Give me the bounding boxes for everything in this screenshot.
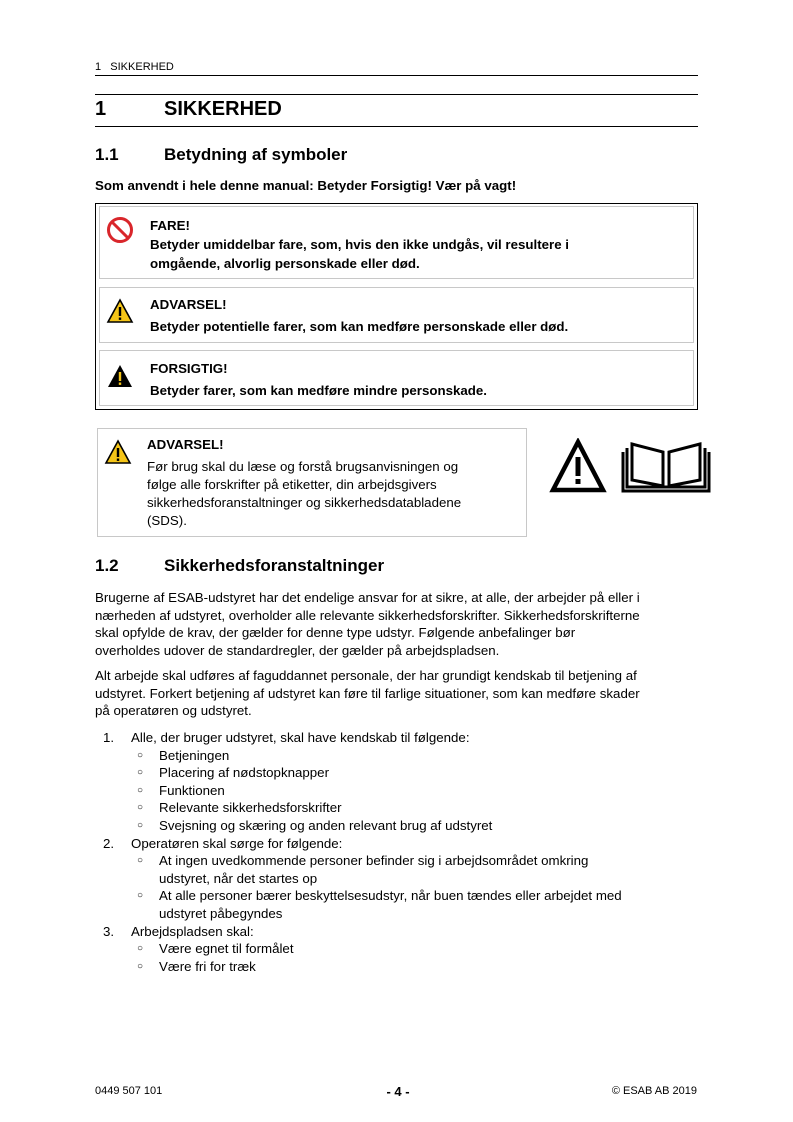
paragraph-line: skal opfylde de krav, der gælder for denne type udstyr. Følgende anbefalinger bør [95, 625, 576, 641]
caution-black-icon [106, 363, 134, 389]
sub-list-text: Svejsning og skæring og anden relevant brug af udstyret [159, 817, 493, 833]
chapter-title: SIKKERHED [164, 98, 282, 120]
symbol-text: Betyder umiddelbar fare, som, hvis den ikke undgås, vil resultere i [150, 237, 569, 252]
document-number: 0449 507 101 [95, 1085, 163, 1097]
hazard-triangle-icon [549, 438, 607, 494]
bullet-icon: ○ [137, 784, 144, 796]
numbered-list [95, 729, 622, 975]
symbol-title: FORSIGTIG! [150, 361, 228, 376]
read-manual-book-icon [619, 438, 713, 494]
sub-list-text: udstyret, når det startes op [159, 870, 318, 886]
symbol-text: Betyder farer, som kan medføre mindre personskade. [150, 383, 487, 398]
section-number: 1.2 [95, 556, 119, 575]
list-item [95, 835, 622, 853]
sub-list-item [95, 764, 622, 782]
bullet-icon: ○ [137, 855, 144, 867]
paragraph-line: nærheden af udstyret, overholder alle relevante sikkerhedsforskrifter. Sikkerhedsforskrifterne [95, 607, 640, 623]
section-title: Betydning af symboler [164, 145, 348, 164]
sub-list-text: Placering af nødstopknapper [159, 765, 330, 781]
section-number: 1.1 [95, 145, 119, 164]
list-number: 3. [103, 923, 115, 939]
symbols-box [95, 203, 698, 410]
copyright: © ESAB AB 2019 [611, 1085, 697, 1097]
sub-list-item [95, 817, 622, 835]
list-item-text: Arbejdspladsen skal: [131, 923, 254, 939]
sub-list-item [95, 799, 622, 817]
sub-list-text: Funktionen [159, 782, 225, 798]
header-rule [95, 75, 698, 76]
chapter-rule-top [95, 94, 698, 95]
read-manual-warning [97, 428, 527, 537]
sub-list-text: Være fri for træk [159, 958, 256, 974]
paragraph-line: på operatøren og udstyret. [95, 703, 252, 719]
symbol-title: ADVARSEL! [150, 297, 227, 312]
sub-list-item [95, 782, 622, 800]
symbol-danger [99, 206, 694, 279]
prohibition-icon [106, 216, 134, 244]
warning-text: sikkerhedsforanstaltninger og sikkerhedsdatabladene [147, 495, 462, 510]
warning-text: Før brug skal du læse og forstå brugsanvisningen og [147, 459, 459, 474]
running-header: 1 SIKKERHED [95, 61, 174, 73]
warning-yellow-icon [106, 298, 134, 324]
paragraph-line: Alt arbejde skal udføres af faguddannet personale, der har grundigt kendskab til betjening af [95, 668, 637, 683]
section-title: Sikkerhedsforanstaltninger [164, 556, 385, 575]
bullet-icon: ○ [137, 960, 144, 972]
sub-list-item [95, 940, 622, 958]
symbol-title: FARE! [150, 218, 190, 233]
paragraph [95, 589, 705, 659]
warning-title: ADVARSEL! [147, 437, 224, 452]
bullet-icon: ○ [137, 749, 144, 761]
sub-list-item [95, 747, 622, 765]
sub-list-text: Betjeningen [159, 747, 230, 763]
bullet-icon: ○ [137, 767, 144, 779]
bullet-icon: ○ [137, 819, 144, 831]
chapter-number: 1 [95, 98, 107, 120]
bullet-icon: ○ [137, 943, 144, 955]
chapter-rule-bottom [95, 126, 698, 127]
symbol-text: omgående, alvorlig personskade eller død. [150, 256, 420, 271]
list-item-text: Alle, der bruger udstyret, skal have kendskab til følgende: [131, 730, 470, 745]
symbol-caution [99, 350, 694, 406]
sub-list-item [95, 887, 622, 922]
paragraph-line: udstyret. Forkert betjening af udstyret kan føre til farlige situationer, som kan medføre skader [95, 685, 640, 701]
list-number: 1. [103, 730, 115, 745]
list-number: 2. [103, 835, 115, 851]
sub-list-item [95, 958, 622, 976]
warning-text: følge alle forskrifter på etiketter, din arbejdsgivers [147, 477, 437, 492]
sub-list-item [95, 852, 622, 887]
paragraph-line: overholdes udover de standardregler, der gælder på arbejdspladsen. [95, 642, 500, 658]
paragraph [95, 667, 705, 720]
warning-text: (SDS). [147, 513, 187, 528]
list-item [95, 923, 622, 941]
sub-list-text: Relevante sikkerhedsforskrifter [159, 800, 342, 816]
sub-list-text: At ingen uvedkommende personer befinder sig i arbejdsområdet omkring [159, 853, 589, 869]
warning-yellow-icon [104, 439, 132, 465]
sub-list-text: Være egnet til formålet [159, 941, 294, 957]
bullet-icon: ○ [137, 802, 144, 814]
list-item [95, 729, 622, 747]
lead-text: Som anvendt i hele denne manual: Betyder Forsigtig! Vær på vagt! [95, 178, 517, 193]
page-number: - 4 - [386, 1084, 410, 1099]
symbol-text: Betyder potentielle farer, som kan medføre personskade eller død. [150, 319, 569, 334]
paragraph-line: Brugerne af ESAB-udstyret har det endelige ansvar for at sikre, at alle, der arbejder på eller i [95, 590, 640, 605]
sub-list-text: At alle personer bærer beskyttelsesudstyr, når buen tændes eller arbejdet med [159, 888, 622, 904]
list-item-text: Operatøren skal sørge for følgende: [131, 835, 343, 851]
bullet-icon: ○ [137, 890, 144, 902]
sub-list-text: udstyret påbegyndes [159, 905, 283, 921]
symbol-warning [99, 287, 694, 343]
